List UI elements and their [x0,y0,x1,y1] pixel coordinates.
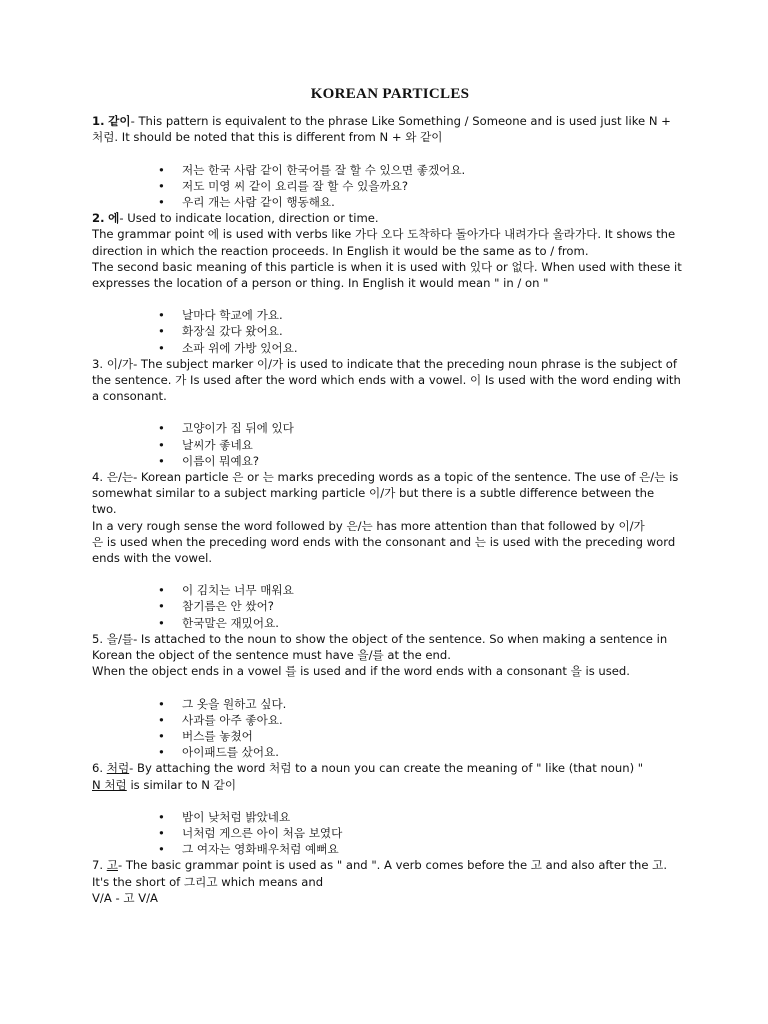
example-text: 너처럼 게으른 아이 처음 보였다 [182,825,343,840]
list-item [92,712,682,728]
list-item [92,307,682,323]
example-text: 이름이 뭐예요? [182,453,260,468]
example-text: 이 김치는 너무 매워요 [182,583,294,598]
bullet-icon: • [158,615,165,630]
example-text: 날마다 학교에 가요. [182,308,283,323]
section-5-number: 5. [92,631,104,646]
bullet-icon: • [158,809,165,824]
example-text: 밤이 낮처럼 밝았네요 [182,809,291,824]
example-text: 고양이가 집 뒤에 있다 [182,421,294,436]
section-3-number: 3. [92,356,104,371]
spacer [92,291,682,307]
section-4-lead: - Korean particle 은 or 는 marks preceding words as a topic of the sentence. The use of 은/는 is somewhat similar to a subject marking particle 이/가 but there is a subtle difference between the two. [92,470,679,517]
bullet-icon: • [158,421,165,436]
bullet-icon: • [158,745,165,760]
list-item [92,178,682,194]
section-4-examples [92,582,682,631]
spacer [92,793,682,809]
section-2-paragraph: The grammar point 에 is used with verbs like 가다 오다 도착하다 돌아가다 내려가다 올라가다. It shows the direction in which the reaction proceeds. In English it would be the same as to / from. [92,227,676,258]
section-4-paragraph: 은 is used when the preceding word ends with the consonant and 는 is used with the preceding word ends with the vowel. [92,534,676,566]
spacer [92,566,682,582]
list-item [92,420,682,436]
list-item [92,582,682,598]
example-text: 소파 위에 가방 있어요. [182,340,298,355]
section-6-rule [92,777,682,793]
list-item [92,598,682,614]
list-item [92,437,682,453]
section-1-lead: - This pattern is equivalent to the phrase Like Something / Someone and is used just like N + 처럼. It should be noted that this is different from N + 와 같이 [92,114,671,145]
section-4-intro [92,469,682,518]
section-2-number: 2. [92,211,105,226]
section-7-lead: - The basic grammar point is used as " and ". A verb comes before the 고 and also after the 고. It's the short of 그리고 which means and [92,858,668,889]
section-3-lead: - The subject marker 이/가 is used to indicate that the preceding noun phrase is the subject of the sentence. 가 Is used after the word which ends with a vowel. 이 Is used with the word ending with a consonant. [92,356,681,404]
bullet-icon: • [158,712,165,727]
bullet-icon: • [158,583,165,598]
list-item [92,453,682,469]
list-item [92,696,682,712]
section-3-intro [92,356,682,405]
bullet-icon: • [158,825,165,840]
example-text: 사과를 아주 좋아요. [182,712,283,727]
section-4-number: 4. [92,470,104,485]
section-2-intro [92,210,682,226]
section-7-intro [92,857,682,889]
document-page [92,86,682,906]
list-item [92,615,682,631]
section-4-particle: 은/는 [106,470,134,485]
list-item [92,841,682,857]
section-5-paragraph: When the object ends in a vowel 를 is used and if the word ends with a consonant 을 is used. [92,664,630,679]
example-text: 저도 미영 씨 같이 요리를 잘 할 수 있을까요? [182,178,409,193]
section-7-number: 7. [92,858,104,873]
bullet-icon: • [158,453,165,468]
section-5-examples [92,696,682,761]
section-2-examples [92,307,682,356]
list-item [92,323,682,339]
section-6-number: 6. [92,761,104,776]
section-5-intro [92,631,682,663]
bullet-icon: • [158,195,165,210]
section-1-examples [92,162,682,211]
bullet-icon: • [158,599,165,614]
section-2-paragraph: The second basic meaning of this particle is when it is used with 있다 or 없다. When used with these it expresses the location of a person or thing. In English it would mean " in / on " [92,259,682,291]
section-2-particle: 에 [108,211,120,226]
example-text: 화장실 갔다 왔어요. [182,324,283,339]
section-1-number: 1. [92,114,105,129]
spacer [92,146,682,162]
document-title: KOREAN PARTICLES [310,86,470,102]
bullet-icon: • [158,728,165,743]
example-text: 저는 한국 사람 같이 한국어를 잘 할 수 있으면 좋겠어요. [182,162,466,177]
list-item [92,728,682,744]
section-3-particle: 이/가 [106,356,134,371]
section-2-lead: - Used to indicate location, direction or time. [119,211,379,226]
section-1-intro [92,113,682,145]
list-item [92,825,682,841]
section-6-particle: 처럼 [106,761,130,776]
example-text: 그 여자는 영화배우처럼 예뻐요 [182,842,339,857]
list-item [92,744,682,760]
section-5-lead: - Is attached to the noun to show the object of the sentence. So when making a sentence in Korean the object of the sentence must have 을/를 at the end. [92,631,668,663]
bullet-icon: • [158,178,165,193]
spacer [92,404,682,420]
list-item [92,340,682,356]
example-text: 버스를 놓쳤어 [182,728,253,743]
section-6-rule-underlined: N 처럼 [92,777,127,792]
section-6-lead: - By attaching the word 처럼 to a noun you can create the meaning of " like (that noun) " [129,761,644,776]
example-text: 아이패드를 샀어요. [182,745,279,760]
section-7-particle: 고 [106,858,118,873]
spacer [92,680,682,696]
section-6-intro [92,760,682,776]
bullet-icon: • [158,324,165,339]
example-text: 날씨가 좋네요 [182,437,253,452]
section-6-examples [92,809,682,858]
list-item [92,162,682,178]
example-text: 한국말은 재밌어요. [182,615,279,630]
section-5-particle: 을/를 [106,631,134,646]
bullet-icon: • [158,696,165,711]
section-3-examples [92,420,682,469]
bullet-icon: • [158,340,165,355]
list-item [92,809,682,825]
bullet-icon: • [158,162,165,177]
section-4-paragraph: In a very rough sense the word followed by 은/는 has more attention than that followed by 이/가 [92,518,645,533]
list-item [92,194,682,210]
bullet-icon: • [158,842,165,857]
bullet-icon: • [158,308,165,323]
section-7-paragraph: V/A - 고 V/A [92,890,158,905]
example-text: 우리 개는 사람 같이 행동해요. [182,195,335,210]
example-text: 참기름은 안 쌌어? [182,599,274,614]
bullet-icon: • [158,437,165,452]
example-text: 그 옷을 원하고 싶다. [182,696,287,711]
section-6-rule-rest: is similar to N 같이 [126,777,237,792]
section-1-particle: 같이 [108,114,131,129]
